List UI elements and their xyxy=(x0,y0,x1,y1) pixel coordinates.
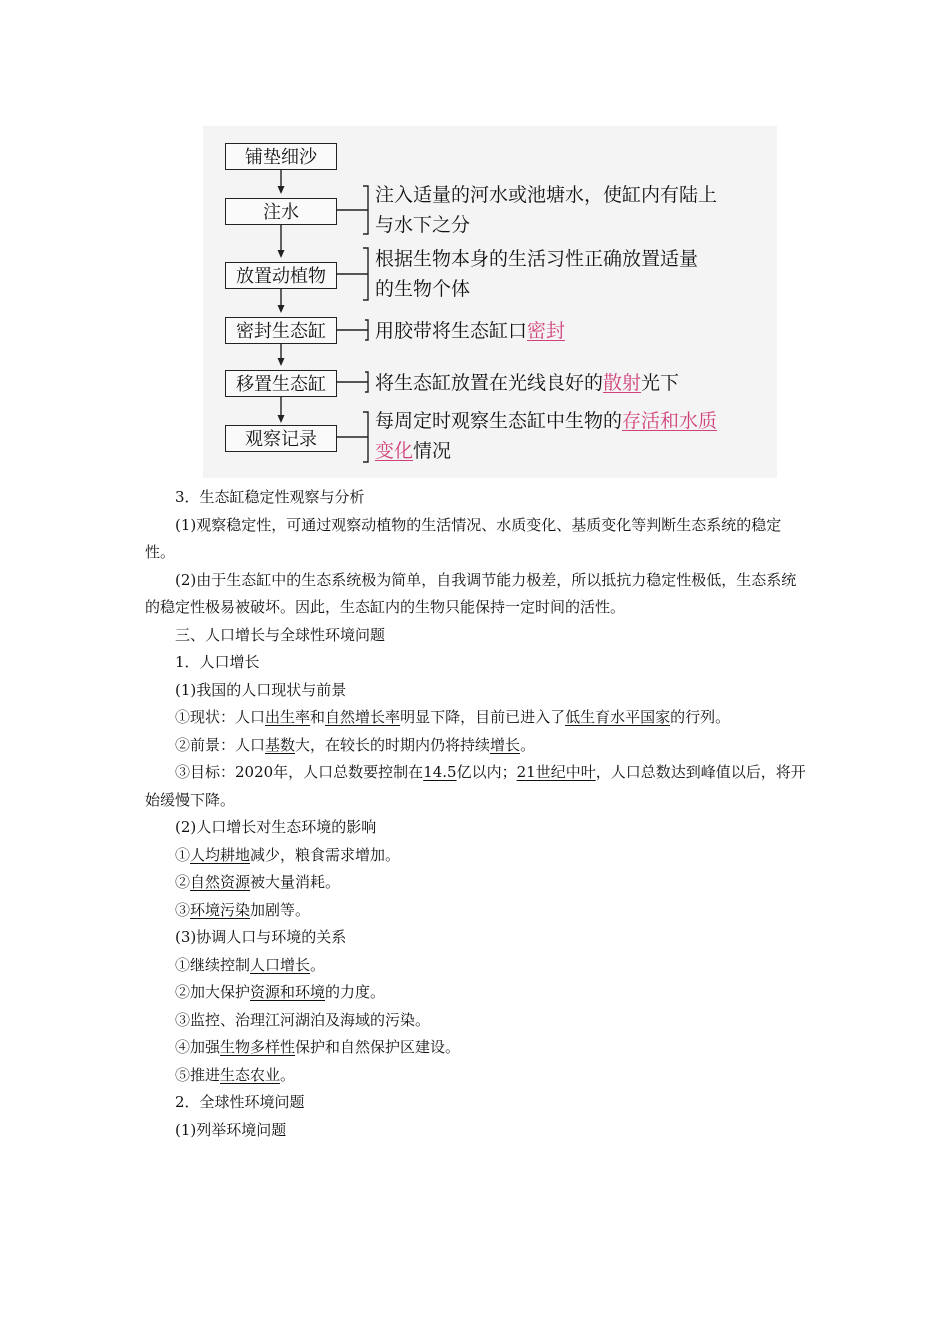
item-eco-agriculture: ⑤推进生态农业。 xyxy=(175,1065,296,1084)
answer-seal: 密封 xyxy=(527,320,566,342)
item-farmland: ①人均耕地减少，粮食需求增加。 xyxy=(175,845,401,864)
step-seal: 密封生态缸 xyxy=(225,317,337,344)
step-sand: 铺垫细沙 xyxy=(225,143,337,170)
step-water: 注水 xyxy=(225,198,337,225)
heading-growth: 1．人口增长 xyxy=(175,653,260,671)
item-goal: ③目标：2020年，人口总数要控制在14.5亿以内；21世纪中叶，人口总数达到峰值以后，将开始缓慢下降。 xyxy=(145,763,806,809)
heading-coordinate: (3)协调人口与环境的关系 xyxy=(175,928,347,946)
item-current: ①现状：人口出生率和自然增长率明显下降，目前已进入了低生育水平国家的行列。 xyxy=(175,708,731,726)
answer-scatter: 散射 xyxy=(603,372,642,394)
step-observe: 观察记录 xyxy=(225,425,337,452)
heading-impact: (2)人口增长对生态环境的影响 xyxy=(175,818,377,836)
item-biodiversity: ④加强生物多样性保护和自然保护区建设。 xyxy=(175,1038,461,1056)
item-pollution: ③环境污染加剧等。 xyxy=(175,900,311,919)
desc-move: 将生态缸放置在光线良好的散射光下 xyxy=(375,372,680,394)
item-monitor: ③监控、治理江河湖泊及海域的污染。 xyxy=(175,1010,431,1029)
answer-change: 变化 xyxy=(375,440,414,462)
desc-water-line2: 与水下之分 xyxy=(375,214,471,236)
step-move: 移置生态缸 xyxy=(225,370,337,397)
body-text xyxy=(145,484,810,1144)
answer-survival: 存活和水质 xyxy=(622,410,718,432)
desc-place xyxy=(375,244,698,304)
ecosystem-tank-flowchart xyxy=(203,126,777,478)
desc-observe: 每周定时观察生态缸中生物的存活和水质 变化情况 xyxy=(375,410,718,462)
desc-place-line2: 的生物个体 xyxy=(375,278,471,300)
section-population: 三、人口增长与全球性环境问题 xyxy=(175,625,386,644)
heading-global: 2．全球性环境问题 xyxy=(175,1093,305,1111)
item-resources: ②自然资源被大量消耗。 xyxy=(175,873,341,891)
heading-list-issues: (1)列举环境问题 xyxy=(175,1120,287,1139)
desc-seal: 用胶带将生态缸口密封 xyxy=(375,320,566,342)
item-control: ①继续控制人口增长。 xyxy=(175,955,326,974)
desc-water-line1: 注入适量的河水或池塘水，使缸内有陆上 xyxy=(375,184,718,206)
step-place: 放置动植物 xyxy=(225,262,337,289)
desc-place-line1: 根据生物本身的生活习性正确放置适量 xyxy=(375,248,699,270)
heading-status: (1)我国的人口现状与前景 xyxy=(175,680,347,699)
item-protect: ②加大保护资源和环境的力度。 xyxy=(175,983,386,1001)
para-fragile: (2)由于生态缸中的生态系统极为简单，自我调节能力极差，所以抵抗力稳定性极低，生态系统的稳定性极易被破坏。因此，生态缸内的生物只能保持一定时间的活性。 xyxy=(145,570,797,616)
heading-stability: 3．生态缸稳定性观察与分析 xyxy=(175,488,365,506)
item-prospect: ②前景：人口基数大，在较长的时期内仍将持续增长。 xyxy=(175,735,536,754)
para-observe: (1)观察稳定性，可通过观察动植物的生活情况、水质变化、基质变化等判断生态系统的稳定性。 xyxy=(145,515,782,561)
desc-water xyxy=(375,180,717,240)
